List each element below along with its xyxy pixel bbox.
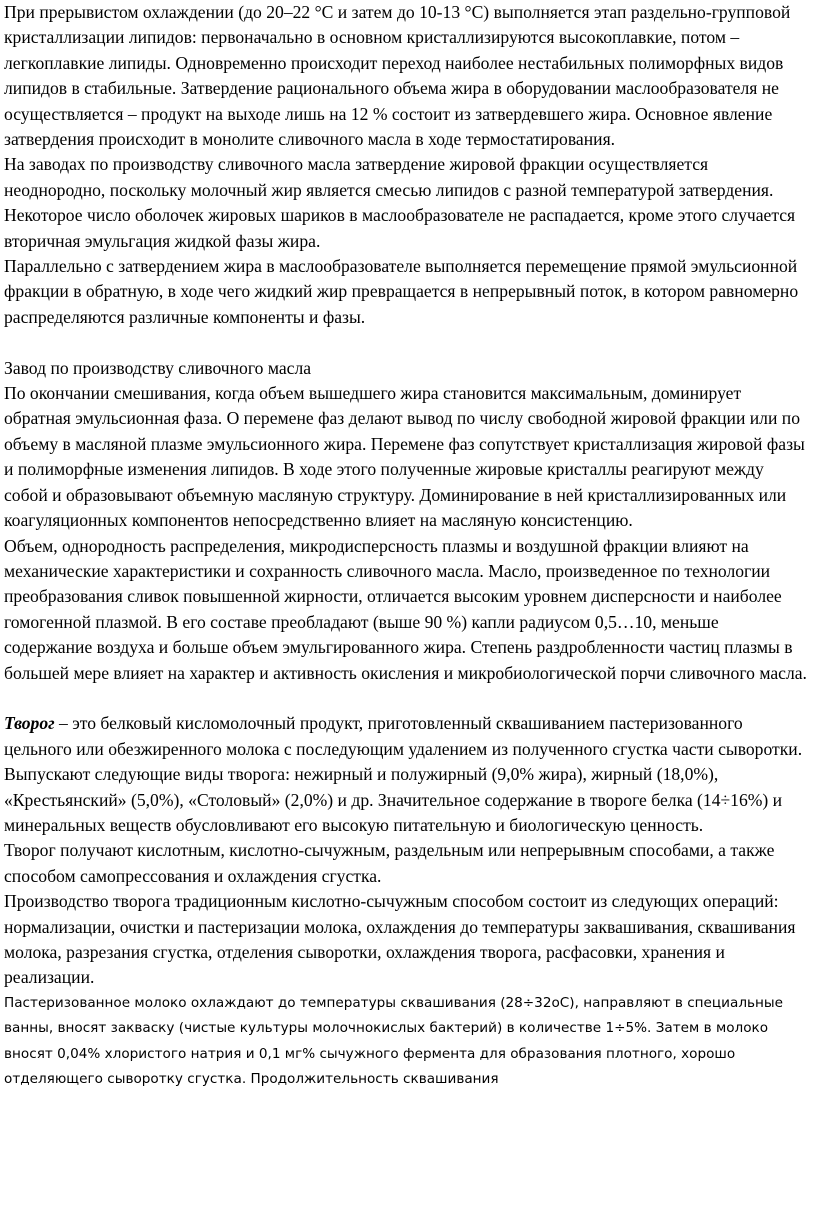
paragraph-tvorog-methods: Творог получают кислотным, кислотно-сычужным, раздельным или непрерывным способами, а также способом самопрессования и охлаждения сгустка. — [4, 840, 775, 886]
paragraph-tvorog-definition — [4, 711, 810, 838]
section-heading-butter-plant: Завод по производству сливочного масла — [4, 357, 312, 378]
paragraph-phase-change: По окончании смешивания, когда объем вышедшего жира становится максимальным, доминирует обратная эмульсионная фаза. О перемене фаз делают вывод по числу свободной жировой фракции или по объему в масляной плазме эмульсионного жира. Перемене фаз сопутствует кристаллизация жировой фазы и полиморфные изменения липидов. В ходе этого полученные жировые кристаллы реагируют между собой и образовывают объемную масляную структуру. Доминирование в ней кристаллизированных или коагуляционных компонентов непосредственно влияет на масляную консистенцию. — [4, 383, 805, 531]
paragraph-plasma-dispersion: Объем, однородность распределения, микродисперсность плазмы и воздушной фракции влияют на механические характеристики и сохранность сливочного масла. Масло, произведенное по технологии преобразования сливок повышенной жирности, отличается высоким уровнем дисперсности и наиболее гомогенной плазмой. В его составе преобладают (выше 90 %) капли радиусом 0,5…10, меньше содержание воздуха и больше объем эмульгированного жира. Степень раздробленности частиц плазмы в большей мере влияет на характер и активность окисления и микробиологической порчи сливочного масла. — [4, 535, 807, 683]
tvorog-definition-text: – это белковый кисломолочный продукт, приготовленный сквашиванием пастеризованного цельного или обезжиренного молока с последующим удалением из полученного сгустка части сыворотки. Выпускают следующие виды творога: нежирный и полужирный (9,0% жира), жирный (18,0%), «Крестьянский» (5,0%), «Столовый» (2,0%) и др. Значительное содержание в твороге белка (14÷16%) и минеральных веществ обусловливают его высокую питательную и биологическую ценность. — [4, 713, 803, 835]
paragraph-pasteurized-milk: Пастеризованное молоко охлаждают до температуры сквашивания (28÷32оС), направляют в специальные ванны, вносят закваску (чистые культуры молочнокислых бактерий) в количестве 1÷5%. Затем в молоко вносят 0,04% хлористого натрия и 0,1 мг% сычужного фермента для образования плотного, хорошо отделяющего сыворотку сгустка. Продолжительность сквашивания — [4, 994, 784, 1088]
paragraph-intermittent-cooling: При прерывистом охлаждении (до 20–22 °С и затем до 10-13 °С) выполняется этап раздельно-групповой кристаллизации липидов: первоначально в основном кристаллизируются высокоплавкие, потом – легкоплавкие липиды. Одновременно происходит переход наиболее нестабильных полиморфных видов липидов в стабильные. Затвердение рационального объема жира в оборудовании маслообразователя не осуществляется – продукт на выходе лишь на 12 % состоит из затвердевшего жира. Основное явление затвердения происходит в монолите сливочного масла в ходе термостатирования. — [4, 2, 791, 150]
term-tvorog: Творог — [4, 713, 55, 734]
blank-line — [4, 686, 810, 711]
paragraph-fat-solidification: На заводах по производству сливочного масла затвердение жировой фракции осуществляется неоднородно, поскольку молочный жир является смесью липидов с разной температурой затвердения. Некоторое число оболочек жировых шариков в маслообразователе не распадается, кроме этого случается вторичная эмульгация жидкой фазы жира. — [4, 154, 796, 251]
paragraph-emulsion-inversion: Параллельно с затвердением жира в маслообразователе выполняется перемещение прямой эмульсионной фракции в обратную, в ходе чего жидкий жир превращается в непрерывный поток, в котором равномерно распределяются различные компоненты и фазы. — [4, 256, 799, 327]
blank-line — [4, 330, 810, 355]
paragraph-tvorog-production: Производство творога традиционным кислотно-сычужным способом состоит из следующих операций: нормализации, очистки и пастеризации молока, охлаждения до температуры заквашивания, сквашивания молока, разрезания сгустка, отделения сыворотки, охлаждения творога, расфасовки, хранения и реализации. — [4, 891, 796, 988]
